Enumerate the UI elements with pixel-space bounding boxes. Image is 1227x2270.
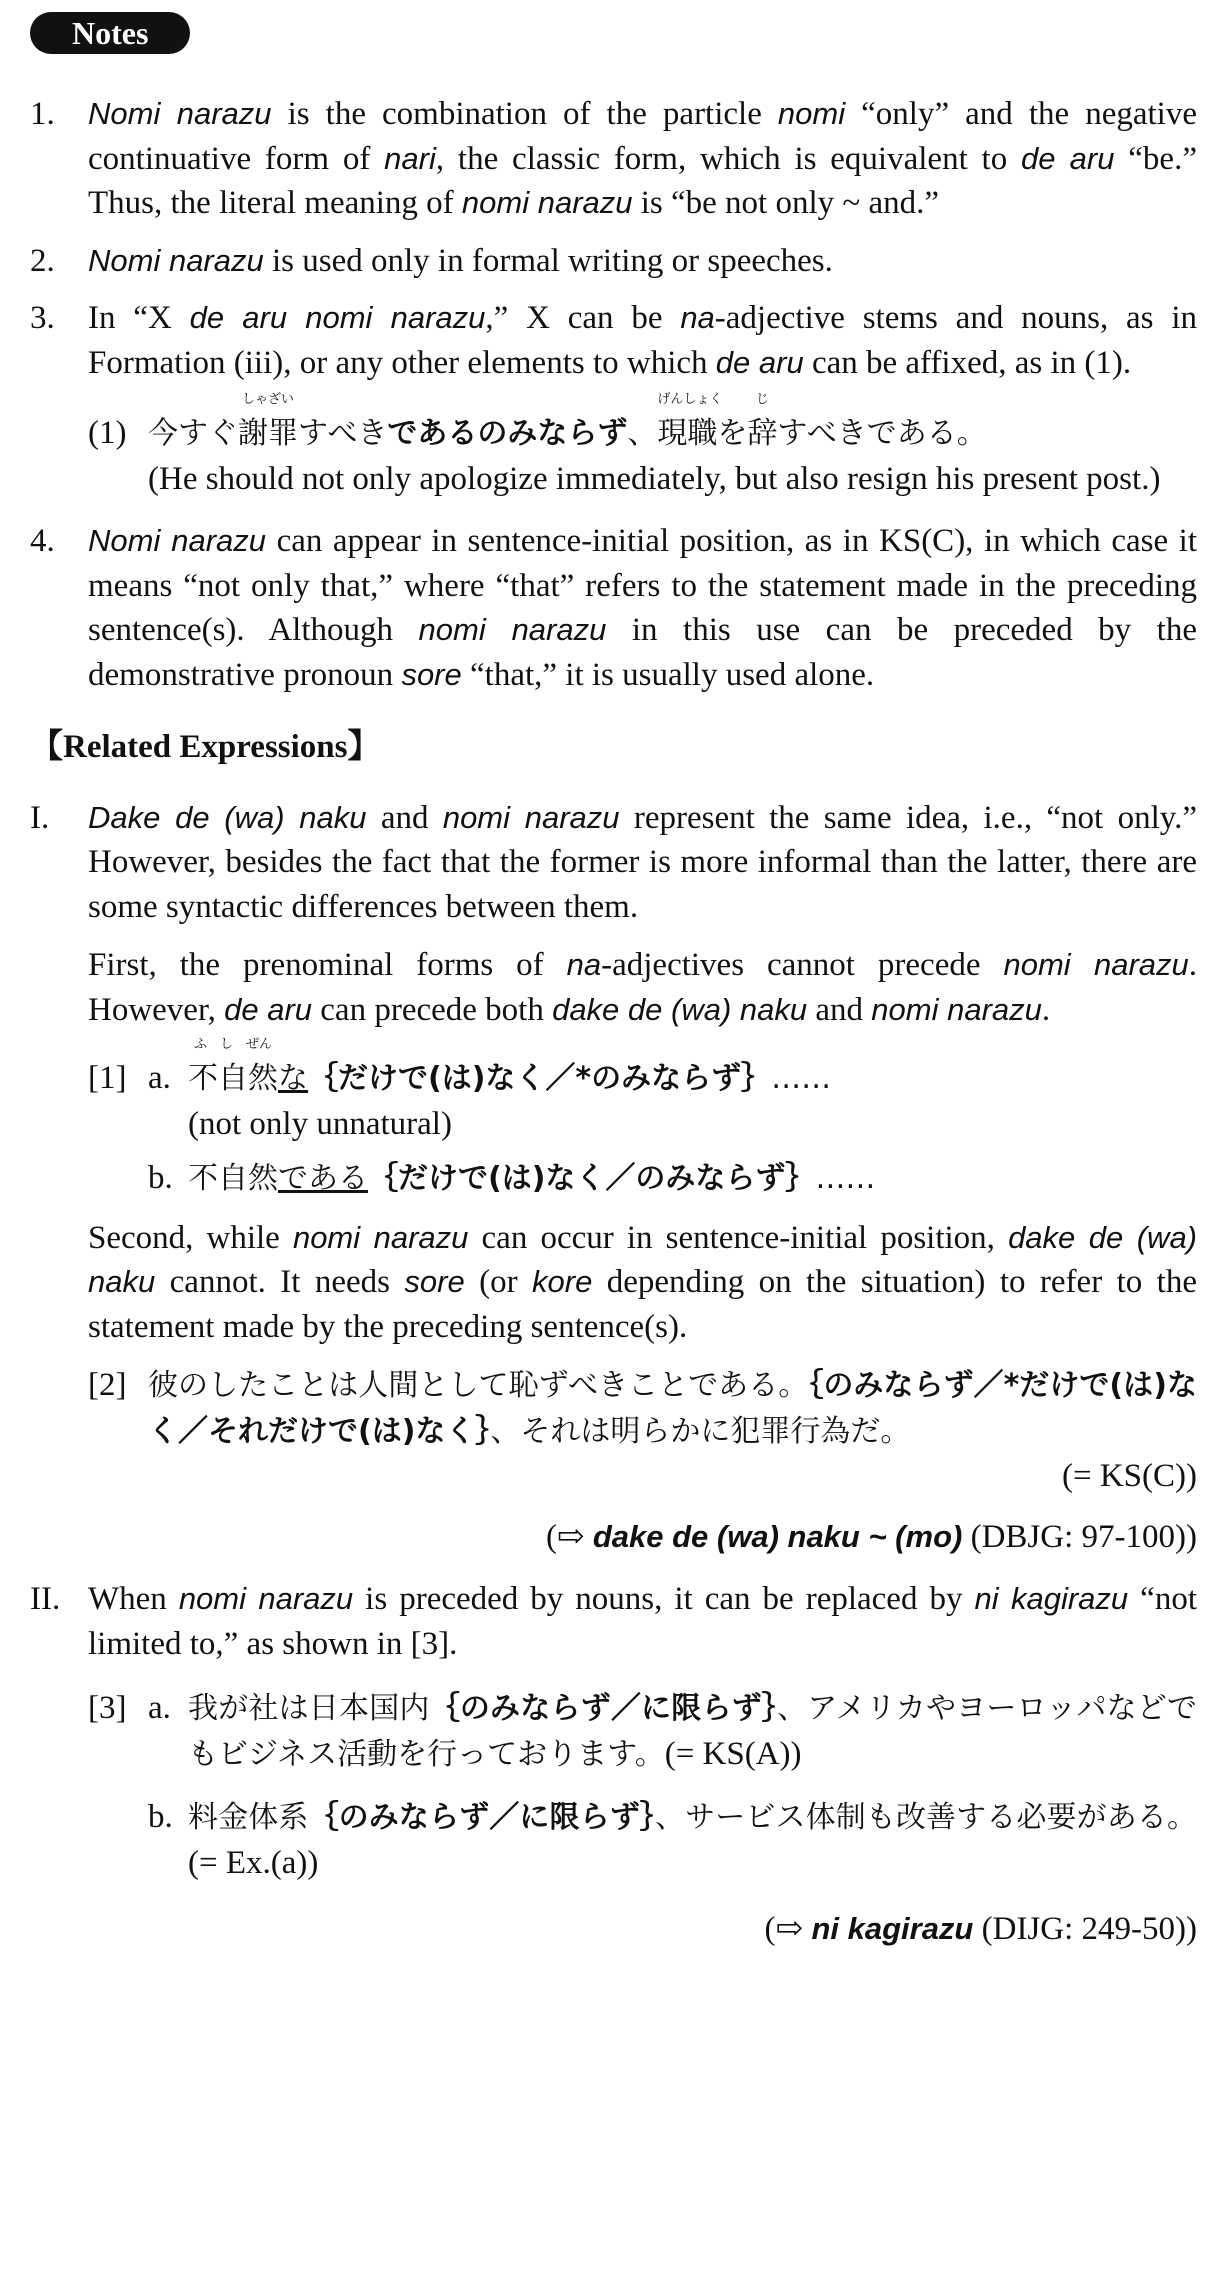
furigana: ふ し ぜん — [193, 1037, 272, 1052]
japanese-text: 彼のしたことは人間として恥ずべきことである。 — [148, 1368, 809, 1403]
text: . However, — [88, 947, 1198, 1028]
text: When — [88, 1581, 179, 1617]
paragraph — [88, 943, 1197, 1032]
highlighted-phrase: ｛のみならず／*だけで(は)なく／それだけで(は)なく｝ — [148, 1368, 1197, 1449]
text: ,” X can be — [485, 300, 681, 336]
furigana: じ — [755, 392, 769, 407]
notes-badge: Notes — [30, 12, 190, 54]
term: dake de (wa) naku — [88, 1219, 1198, 1299]
note-3 — [30, 296, 1197, 501]
cross-reference: (= Ex.(a)) — [188, 1844, 319, 1881]
example-1b — [148, 1156, 1197, 1202]
term: de aru — [224, 991, 313, 1027]
text: “only” and the negative continuative form of — [88, 96, 1197, 177]
japanese-text: 、 — [627, 416, 658, 451]
example-number: [3] — [88, 1690, 127, 1726]
note-number: 4. — [30, 523, 55, 559]
roman-number: II. — [30, 1581, 61, 1617]
note-number: 3. — [30, 300, 55, 336]
text: in this use can be preceded by the demonstrative pronoun — [88, 612, 1197, 693]
japanese-text: 、それは明らかに犯罪行為だ。 — [490, 1413, 911, 1449]
term: de aru — [1021, 140, 1115, 176]
see-also-term: ni kagirazu — [811, 1911, 974, 1946]
highlighted-phrase: ｛のみならず／に限らず｝ — [308, 1800, 655, 1835]
text: represent the same idea, i.e., “not only.” However, besides the fact that the former is more informal than the latter, there are some syntactic differences between them. — [88, 799, 1197, 925]
text: . — [1041, 991, 1051, 1028]
note-4 — [30, 519, 1197, 697]
japanese-text: 我が社は日本国内 — [188, 1691, 430, 1726]
sub-label: a. — [148, 1060, 171, 1096]
example-1a — [148, 1037, 1197, 1146]
sub-label: b. — [148, 1160, 173, 1196]
term: sore — [404, 1264, 465, 1299]
text: can precede both — [312, 991, 553, 1028]
term: nomi narazu — [1003, 947, 1189, 982]
term: nomi narazu — [178, 1581, 354, 1616]
arrow-text: (⇨ — [764, 1911, 812, 1947]
ruby-base: 現職 — [657, 416, 718, 451]
paragraph — [88, 796, 1197, 930]
text: is the combination of the particle — [271, 96, 778, 132]
ruby-word — [747, 392, 778, 457]
ruby-word — [188, 1037, 278, 1102]
sub-label: a. — [148, 1690, 171, 1726]
japanese-text: すべき — [298, 416, 388, 451]
term: de aru nomi narazu — [189, 300, 486, 335]
text: -adjectives cannot precede — [601, 947, 1004, 983]
japanese-text: を — [717, 416, 748, 451]
highlighted-phrase: ｛だけで(は)なく／*のみならず｝ — [308, 1061, 772, 1096]
text: is “be not only ~ and.” — [632, 185, 940, 221]
see-also-2 — [30, 1907, 1197, 1952]
ellipsis: …… — [771, 1061, 832, 1096]
example-number: [1] — [88, 1060, 127, 1096]
term: kore — [532, 1264, 593, 1299]
text: can appear in sentence-initial position, as in KS(C), in which case it means “not only that,” where “that” refers to the statement made in the preceding sentence(s). Although — [88, 523, 1197, 648]
example-bracket-3 — [88, 1686, 1197, 1885]
text: (DBJG: 97-100)) — [962, 1518, 1197, 1555]
term: ni kagirazu — [974, 1581, 1129, 1616]
furigana: げんしょく — [657, 392, 723, 407]
japanese-text: 不自然 — [188, 1161, 278, 1196]
japanese-text: 今すぐ — [148, 416, 238, 451]
text: (DIJG: 249-50)) — [973, 1911, 1197, 1947]
term: de aru — [715, 344, 804, 380]
see-also-1 — [30, 1515, 1197, 1560]
translation: (He should not only apologize immediately, but also resign his present post.) — [148, 460, 1161, 497]
note-number: 2. — [30, 242, 55, 279]
sub-label: b. — [148, 1799, 173, 1835]
japanese-text: 、アメリカやヨーロッパなどでもビジネス活動を行っております。 — [188, 1691, 1197, 1772]
text: First, the prenominal forms of — [88, 947, 567, 983]
highlighted-phrase: であるのみならず — [387, 416, 628, 451]
japanese-text: 料金体系 — [188, 1800, 309, 1835]
term: Nomi narazu — [88, 242, 264, 278]
term: Nomi narazu — [88, 96, 272, 131]
text: cannot. It needs — [155, 1264, 405, 1300]
text: Second, while — [88, 1219, 293, 1256]
text: “be.” Thus, the literal meaning of — [88, 140, 1197, 221]
text: and — [807, 991, 872, 1028]
translation: (not only unnatural) — [188, 1105, 452, 1142]
text: is used only in formal writing or speeches. — [263, 242, 833, 279]
term: nomi narazu — [418, 612, 607, 647]
underlined-text: な — [278, 1061, 308, 1096]
example-3a — [148, 1686, 1197, 1777]
text: -adjective stems and nouns, as in Formation (iii), or any other elements to which — [88, 300, 1198, 381]
text: is preceded by nouns, it can be replaced by — [353, 1581, 975, 1617]
note-1 — [30, 92, 1197, 226]
furigana: しゃざい — [241, 392, 294, 407]
text: “that,” it is usually used alone. — [461, 656, 875, 693]
japanese-text: すべきである。 — [777, 416, 987, 451]
term: na — [566, 947, 602, 982]
japanese-text: 、サービス体制も改善する必要がある。 — [654, 1800, 1198, 1835]
related-1 — [30, 796, 1197, 1202]
highlighted-phrase: ｛だけで(は)なく／のみならず｝ — [368, 1161, 816, 1196]
example-bracket-1 — [88, 1037, 1197, 1202]
roman-number: I. — [30, 799, 50, 836]
term: nomi narazu — [461, 185, 633, 220]
term: Nomi narazu — [88, 523, 267, 558]
text: depending on the situation) to refer to the statement made by the preceding sentence(s). — [88, 1264, 1197, 1345]
arrow-text: (⇨ — [545, 1518, 593, 1555]
example-1 — [88, 392, 1197, 501]
paragraph — [88, 1577, 1197, 1666]
text: , the classic form, which is equivalent to — [435, 140, 1022, 177]
term: nomi — [777, 96, 846, 131]
text: (or — [464, 1264, 533, 1300]
ruby-base: 辞 — [747, 416, 778, 451]
cross-reference: (= KS(C)) — [1061, 1458, 1197, 1494]
ruby-base: 謝罪 — [238, 416, 298, 451]
see-also-term: dake de (wa) naku ~ (mo) — [592, 1518, 963, 1554]
text: can occur in sentence-initial position, — [468, 1219, 1009, 1256]
term: nomi narazu — [292, 1219, 469, 1255]
example-number: (1) — [88, 415, 127, 451]
term: na — [680, 300, 715, 335]
related-expressions-heading: 【Related Expressions】 — [30, 729, 381, 765]
note-number: 1. — [30, 96, 55, 132]
example-bracket-2 — [88, 1363, 1197, 1499]
term: Dake de (wa) naku — [88, 799, 367, 835]
term: nari — [384, 140, 436, 176]
text: In “X — [88, 300, 190, 336]
term: dake de (wa) naku — [552, 991, 808, 1027]
ruby-word — [238, 392, 298, 457]
text: can be affixed, as in (1). — [803, 344, 1132, 381]
example-3b — [148, 1795, 1197, 1885]
highlighted-phrase: ｛のみならず／に限らず｝ — [429, 1691, 778, 1726]
example-number: [2] — [88, 1367, 127, 1403]
term: sore — [401, 656, 462, 692]
text: “not limited to,” as shown in [3]. — [88, 1581, 1197, 1662]
cross-reference: (= KS(A)) — [664, 1735, 802, 1772]
term: nomi narazu — [442, 799, 620, 835]
paragraph — [30, 1216, 1197, 1350]
related-2 — [30, 1577, 1197, 1885]
ellipsis: …… — [815, 1161, 876, 1196]
term: nomi narazu — [871, 991, 1042, 1027]
underlined-text: である — [278, 1161, 368, 1196]
note-2 — [30, 239, 1197, 284]
ruby-word — [657, 392, 723, 457]
ruby-base: 不自然 — [188, 1061, 278, 1096]
text: and — [366, 799, 443, 836]
